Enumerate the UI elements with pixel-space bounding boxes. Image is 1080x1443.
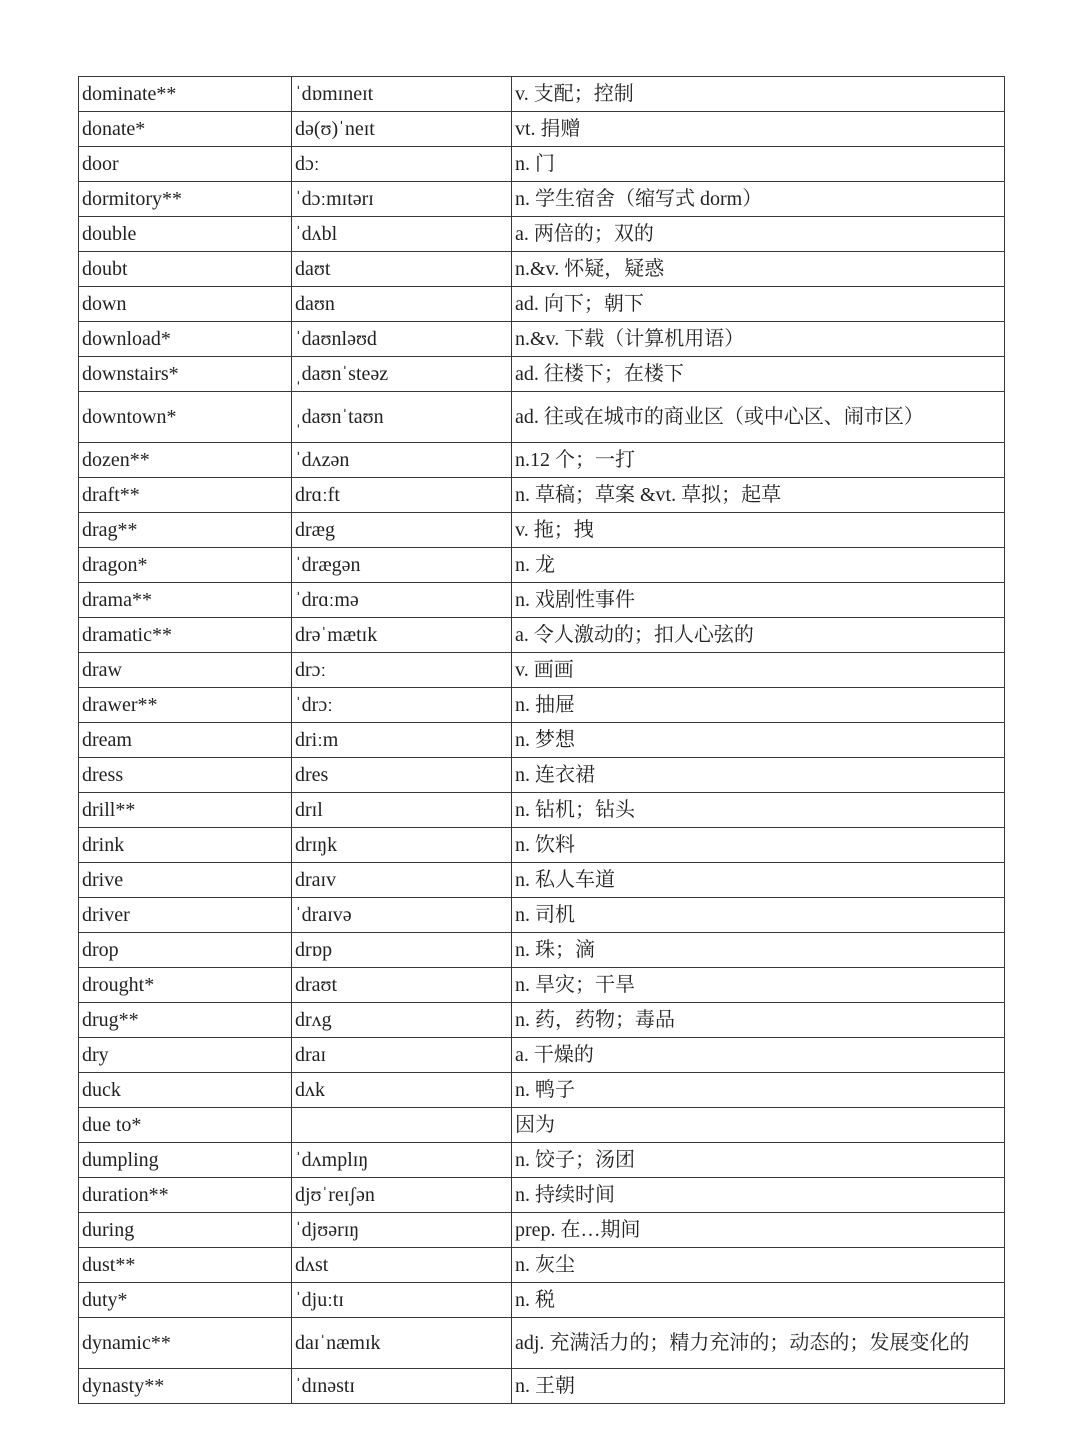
table-row [79,723,1005,758]
definition-cell: n. 连衣裙 [512,758,1005,793]
definition-cell: ad. 往或在城市的商业区（或中心区、闹市区） [512,392,1005,443]
word-cell: drawer** [79,688,292,723]
word-cell: drug** [79,1003,292,1038]
phonetic-cell: daʊt [292,252,512,287]
phonetic-cell: draɪv [292,863,512,898]
definition-cell: n. 梦想 [512,723,1005,758]
phonetic-cell: ˈdʌmplɪŋ [292,1143,512,1178]
word-cell: dynasty** [79,1369,292,1404]
word-cell: dust** [79,1248,292,1283]
table-row [79,968,1005,1003]
table-row [79,513,1005,548]
phonetic-cell: ˈdrɑːmə [292,583,512,618]
word-cell: drama** [79,583,292,618]
table-row [79,1369,1005,1404]
table-row [79,1213,1005,1248]
phonetic-cell: ˌdaʊnˈtaʊn [292,392,512,443]
definition-cell: n. 门 [512,147,1005,182]
phonetic-cell: ˈdʌbl [292,217,512,252]
definition-cell: n. 灰尘 [512,1248,1005,1283]
table-row [79,1318,1005,1369]
definition-cell: v. 拖；拽 [512,513,1005,548]
table-row [79,933,1005,968]
word-cell: draw [79,653,292,688]
definition-cell: adj. 充满活力的；精力充沛的；动态的；发展变化的 [512,1318,1005,1369]
word-cell: dry [79,1038,292,1073]
table-row [79,357,1005,392]
definition-cell: n. 珠；滴 [512,933,1005,968]
definition-cell: n. 饮料 [512,828,1005,863]
definition-cell: ad. 向下；朝下 [512,287,1005,322]
definition-cell: ad. 往楼下；在楼下 [512,357,1005,392]
table-row [79,863,1005,898]
definition-cell: n. 饺子；汤团 [512,1143,1005,1178]
table-row [79,287,1005,322]
phonetic-cell: drɑːft [292,478,512,513]
definition-cell: n. 税 [512,1283,1005,1318]
table-row [79,392,1005,443]
phonetic-cell: də(ʊ)ˈneɪt [292,112,512,147]
word-cell: donate* [79,112,292,147]
phonetic-cell: ˈdɔːmɪtərɪ [292,182,512,217]
phonetic-cell: ˈdrɔː [292,688,512,723]
phonetic-cell: dɔː [292,147,512,182]
word-cell: driver [79,898,292,933]
phonetic-cell: ˌdaʊnˈsteəz [292,357,512,392]
word-cell: during [79,1213,292,1248]
definition-cell: n. 王朝 [512,1369,1005,1404]
definition-cell: n. 鸭子 [512,1073,1005,1108]
phonetic-cell: daɪˈnæmɪk [292,1318,512,1369]
table-row [79,828,1005,863]
word-cell: drop [79,933,292,968]
table-row [79,1003,1005,1038]
phonetic-cell: ˈdɒmɪneɪt [292,77,512,112]
definition-cell: n. 抽屉 [512,688,1005,723]
table-row [79,322,1005,357]
table-row [79,1143,1005,1178]
table-row [79,217,1005,252]
phonetic-cell: drɪŋk [292,828,512,863]
word-cell: dragon* [79,548,292,583]
definition-cell: a. 两倍的；双的 [512,217,1005,252]
word-cell: drought* [79,968,292,1003]
table-row [79,1283,1005,1318]
table-row [79,583,1005,618]
phonetic-cell: draɪ [292,1038,512,1073]
table-row [79,898,1005,933]
phonetic-cell: ˈdjʊərɪŋ [292,1213,512,1248]
word-cell: drive [79,863,292,898]
table-row [79,618,1005,653]
word-cell: drag** [79,513,292,548]
word-cell: doubt [79,252,292,287]
definition-cell: prep. 在…期间 [512,1213,1005,1248]
definition-cell: n. 学生宿舍（缩写式 dorm） [512,182,1005,217]
table-row [79,1178,1005,1213]
table-row [79,548,1005,583]
word-cell: due to* [79,1108,292,1143]
word-cell: dozen** [79,443,292,478]
definition-cell: n. 草稿；草案 &vt. 草拟；起草 [512,478,1005,513]
word-cell: dumpling [79,1143,292,1178]
table-row [79,1073,1005,1108]
phonetic-cell: ˈdjuːtɪ [292,1283,512,1318]
word-cell: drill** [79,793,292,828]
table-row [79,1108,1005,1143]
table-row [79,688,1005,723]
definition-cell: 因为 [512,1108,1005,1143]
word-cell: download* [79,322,292,357]
phonetic-cell: drɒp [292,933,512,968]
table-row [79,793,1005,828]
phonetic-cell: ˈdɪnəstɪ [292,1369,512,1404]
word-cell: duty* [79,1283,292,1318]
phonetic-cell: ˈdaʊnləʊd [292,322,512,357]
phonetic-cell: drɪl [292,793,512,828]
table-row [79,1248,1005,1283]
phonetic-cell: driːm [292,723,512,758]
phonetic-cell: drəˈmætɪk [292,618,512,653]
table-row [79,1038,1005,1073]
word-cell: dynamic** [79,1318,292,1369]
phonetic-cell: draʊt [292,968,512,1003]
definition-cell: vt. 捐赠 [512,112,1005,147]
table-row [79,443,1005,478]
phonetic-cell: dræg [292,513,512,548]
word-cell: drink [79,828,292,863]
word-cell: duck [79,1073,292,1108]
word-cell: dream [79,723,292,758]
definition-cell: n. 钻机；钻头 [512,793,1005,828]
table-row [79,758,1005,793]
table-row [79,478,1005,513]
definition-cell: n. 药，药物；毒品 [512,1003,1005,1038]
definition-cell: n. 戏剧性事件 [512,583,1005,618]
phonetic-cell: drɔː [292,653,512,688]
word-cell: dormitory** [79,182,292,217]
definition-cell: n.&v. 下载（计算机用语） [512,322,1005,357]
phonetic-cell: ˈdrægən [292,548,512,583]
vocabulary-table-body [79,77,1005,1404]
word-cell: duration** [79,1178,292,1213]
table-row [79,182,1005,217]
word-cell: down [79,287,292,322]
phonetic-cell: drʌg [292,1003,512,1038]
definition-cell: n. 持续时间 [512,1178,1005,1213]
word-cell: double [79,217,292,252]
phonetic-cell: ˈdʌzən [292,443,512,478]
definition-cell: n. 旱灾；干旱 [512,968,1005,1003]
word-cell: dominate** [79,77,292,112]
table-row [79,252,1005,287]
definition-cell: n. 司机 [512,898,1005,933]
definition-cell: n.&v. 怀疑，疑惑 [512,252,1005,287]
word-cell: dramatic** [79,618,292,653]
vocabulary-table [78,76,1005,1404]
phonetic-cell: dʌk [292,1073,512,1108]
word-cell: downtown* [79,392,292,443]
definition-cell: a. 干燥的 [512,1038,1005,1073]
phonetic-cell: daʊn [292,287,512,322]
word-cell: draft** [79,478,292,513]
definition-cell: n.12 个；一打 [512,443,1005,478]
phonetic-cell: dʌst [292,1248,512,1283]
definition-cell: a. 令人激动的；扣人心弦的 [512,618,1005,653]
phonetic-cell: ˈdraɪvə [292,898,512,933]
phonetic-cell [292,1108,512,1143]
table-row [79,112,1005,147]
word-cell: dress [79,758,292,793]
word-cell: downstairs* [79,357,292,392]
word-cell: door [79,147,292,182]
table-row [79,77,1005,112]
table-row [79,653,1005,688]
definition-cell: n. 私人车道 [512,863,1005,898]
definition-cell: v. 画画 [512,653,1005,688]
table-row [79,147,1005,182]
definition-cell: v. 支配；控制 [512,77,1005,112]
definition-cell: n. 龙 [512,548,1005,583]
phonetic-cell: djʊˈreɪʃən [292,1178,512,1213]
phonetic-cell: dres [292,758,512,793]
